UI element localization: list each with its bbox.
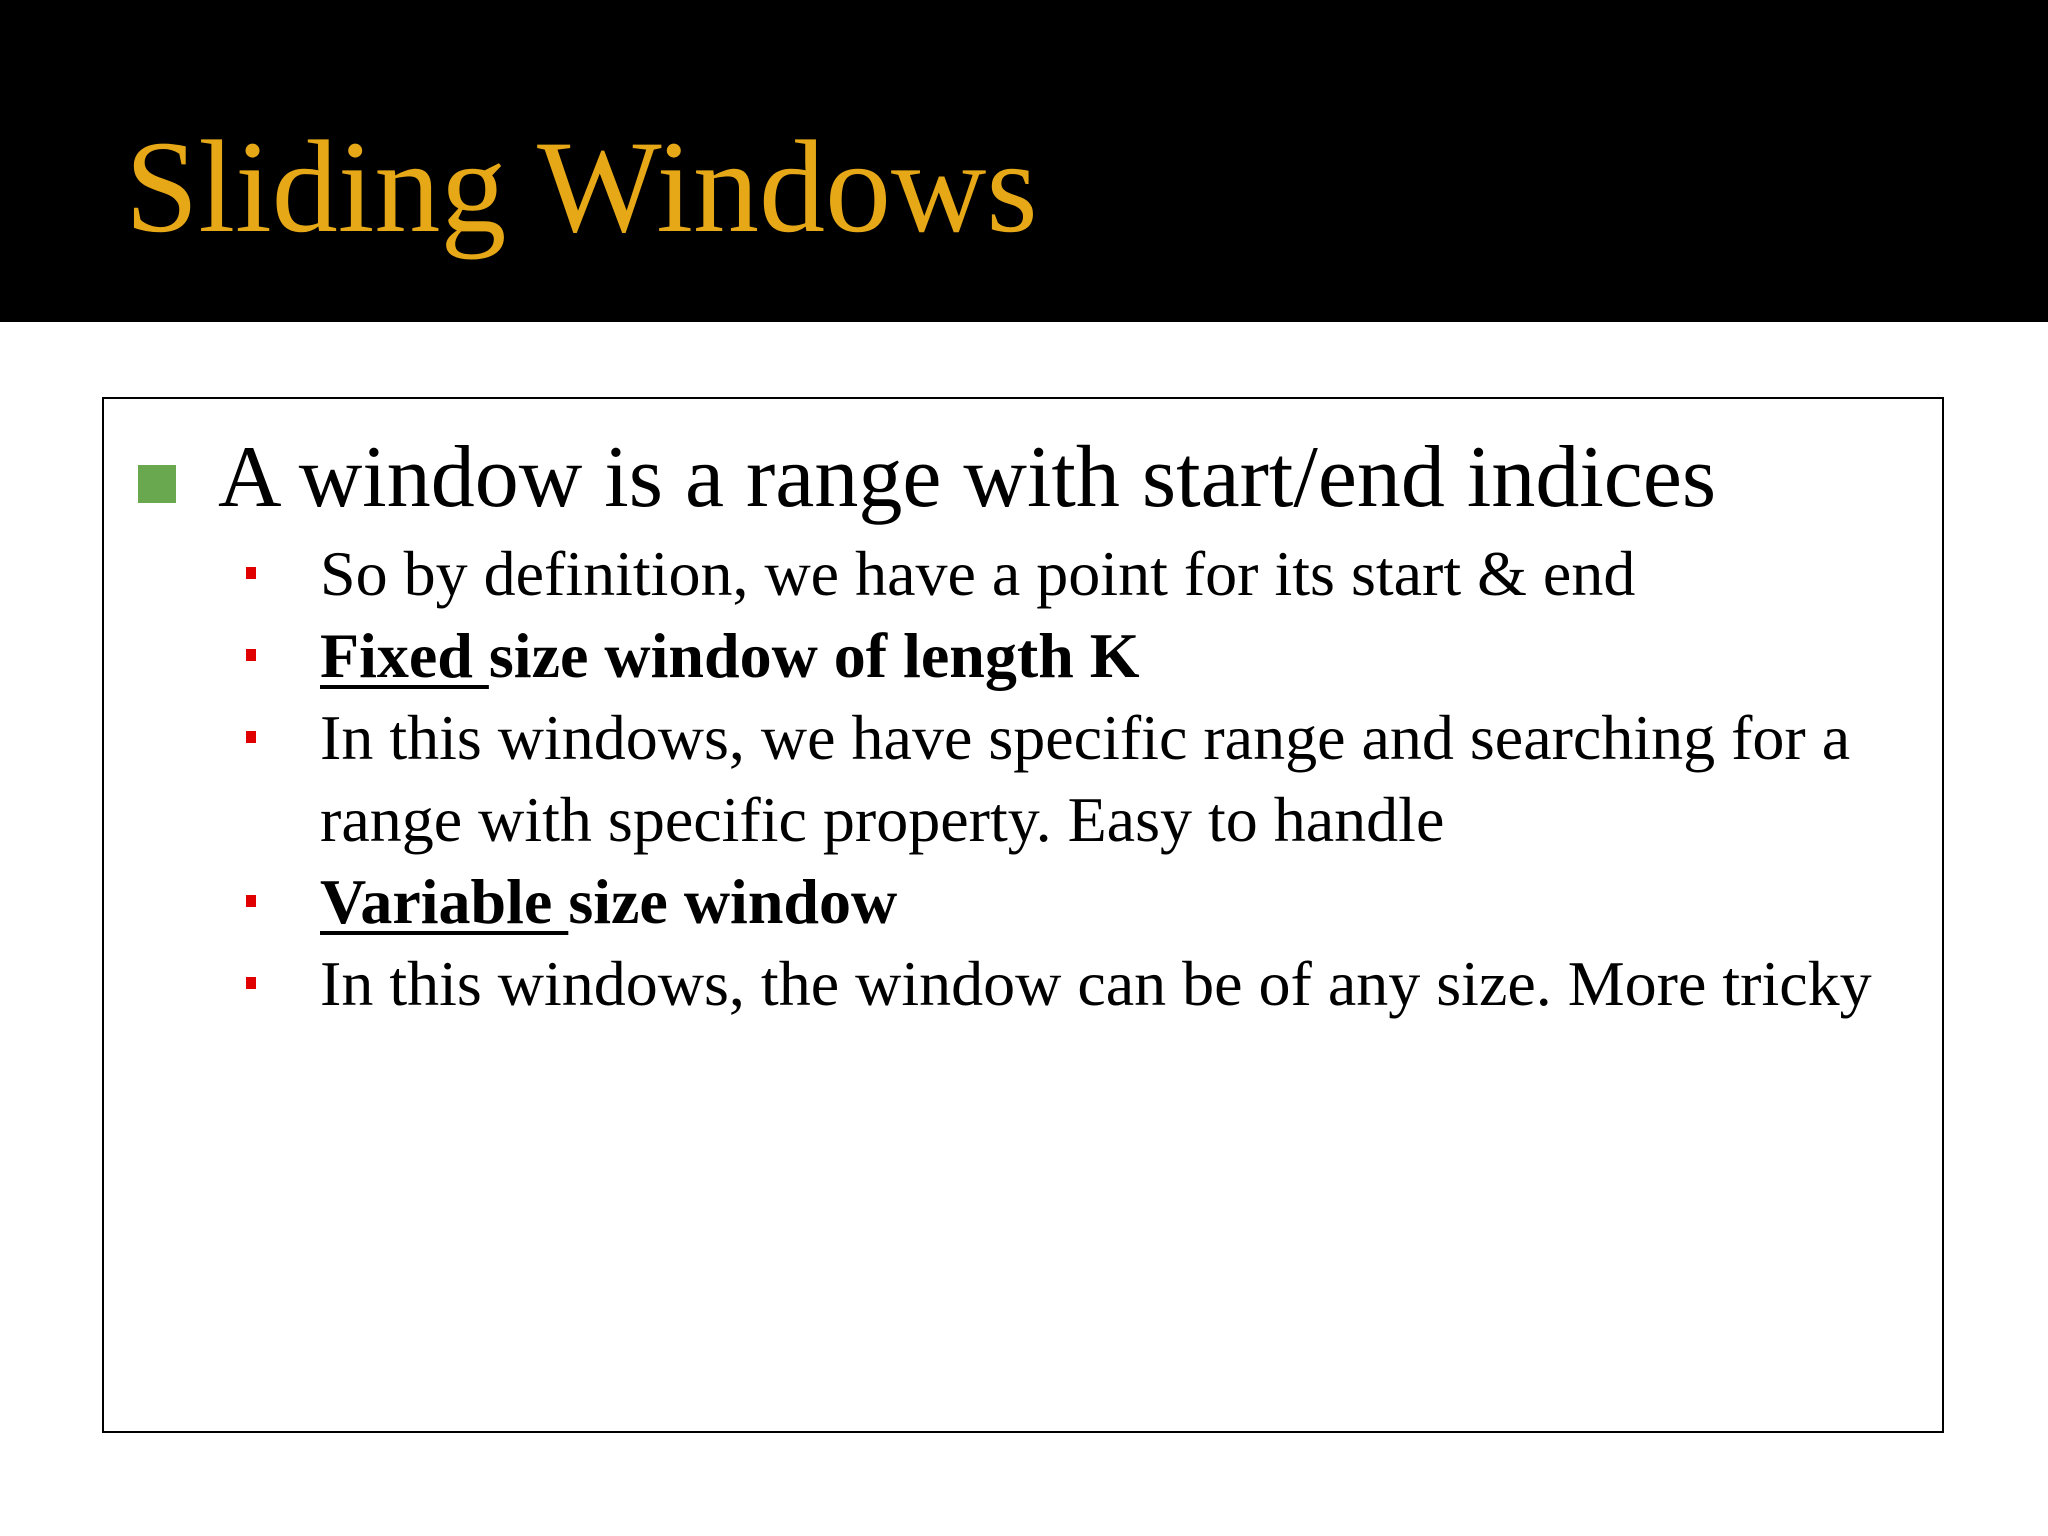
sub-bullet-text: In this windows, the window can be of any size. More tricky — [320, 948, 1872, 1019]
sub-bullet-text — [320, 861, 1920, 943]
sub-bullet-text: In this windows, we have specific range and searching for a range with specific property. Easy to handle — [320, 702, 1851, 855]
variable-description: size window — [568, 866, 898, 937]
slide-title: Sliding Windows — [125, 113, 1038, 260]
fixed-term: Fixed — [320, 620, 489, 691]
main-bullet-text: A window is a range with start/end indices — [218, 429, 1717, 526]
sub-bullet-text: So by definition, we have a point for its start & end — [320, 538, 1636, 609]
main-bullet-marker — [138, 465, 176, 503]
title-bar — [0, 0, 2048, 322]
variable-term: Variable — [320, 866, 569, 937]
fixed-description: size window of length K — [488, 620, 1140, 691]
sub-bullet-marker — [246, 567, 256, 579]
sub-bullet-text — [320, 615, 1920, 697]
sub-bullet-marker — [246, 731, 256, 743]
sub-bullet-marker — [246, 977, 256, 989]
sub-bullet-marker — [246, 649, 256, 661]
sub-bullet-marker — [246, 895, 256, 907]
